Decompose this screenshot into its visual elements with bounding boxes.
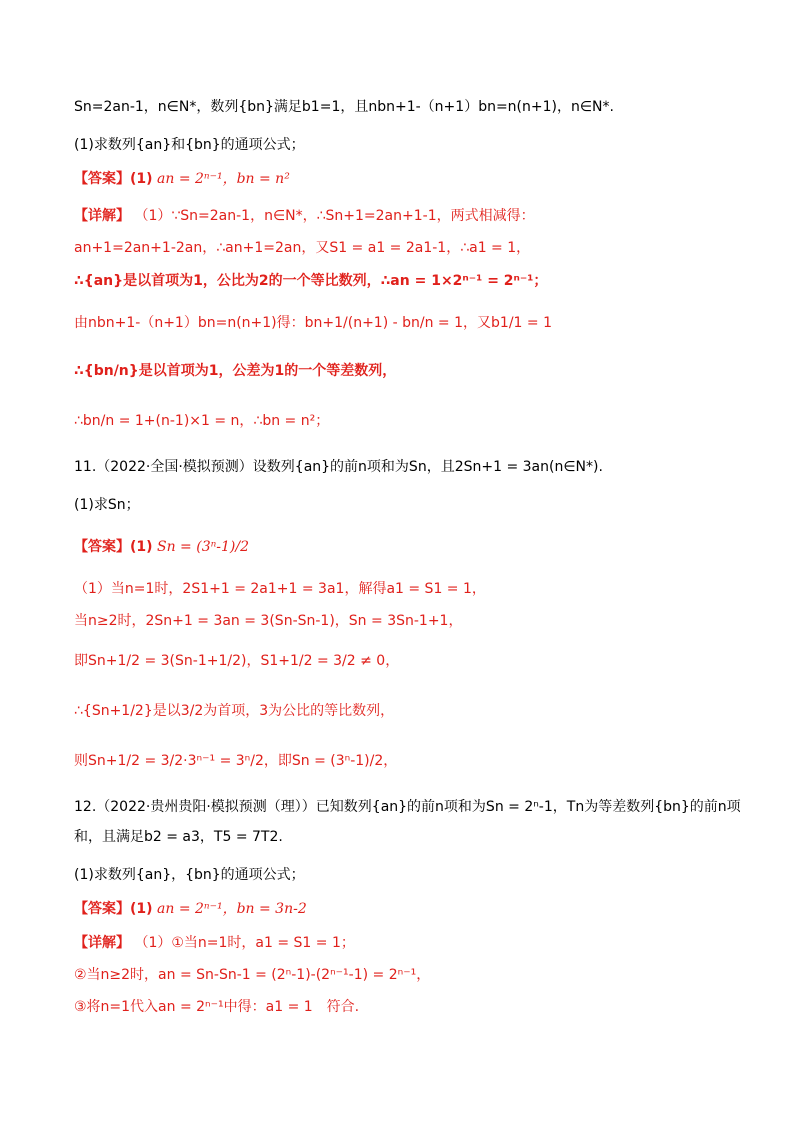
case-n1-text: （1）当n=1时，2S1+1 = 2a1+1 = 3a1，解得a1 = S1 = 1，: [74, 581, 486, 597]
answer-line: [74, 168, 290, 188]
detail-line: [74, 205, 535, 225]
transform-line: [74, 650, 399, 670]
problem-condition-text: Sn=2an-1，n∈N*，数列{bn}满足b1=1，且nbn+1-（n+1）bn=n(n+1)，n∈N*.: [74, 99, 614, 115]
case-n2-text: 当n≥2时，2Sn+1 = 3an = 3(Sn-Sn-1)，Sn = 3Sn-1+1，: [74, 613, 463, 629]
question-1-text: (1)求数列{an}和{bn}的通项公式；: [74, 137, 305, 153]
answer-11-line: [74, 536, 249, 556]
bn-result-line: [74, 410, 329, 430]
problem-11-text: 11.（2022·全国·模拟预测）设数列{an}的前n项和为Sn，且2Sn+1 = 3an(n∈N*).: [74, 459, 603, 475]
sn-result-text: 则Sn+1/2 = 3/2·3ⁿ⁻¹ = 3ⁿ/2，即Sn = (3ⁿ-1)/2，: [74, 753, 398, 769]
problem-condition-line: [74, 96, 614, 116]
geometric-11-line: [74, 700, 394, 720]
question-11-1-text: (1)求Sn；: [74, 497, 140, 513]
sn-result-line: [74, 750, 397, 770]
answer-12-text: an = 2ⁿ⁻¹，bn = 3n-2: [157, 901, 307, 917]
answer-12-label: 【答案】(1): [74, 901, 153, 917]
substitute-line: [74, 996, 359, 1016]
question-1-line: [74, 134, 305, 154]
question-11-1-line: [74, 494, 140, 514]
geometric-11-text: ∴{Sn+1/2}是以3/2为首项，3为公比的等比数列，: [74, 703, 395, 719]
detail-12-line: [74, 932, 355, 952]
case-n2-line: [74, 610, 462, 630]
case-12-n2-text: ②当n≥2时，an = Sn-Sn-1 = (2ⁿ-1)-(2ⁿ⁻¹-1) = 2ⁿ⁻¹，: [74, 967, 431, 983]
detail-12-text: （1）①当n=1时，a1 = S1 = 1；: [134, 935, 355, 951]
derivation-text: an+1=2an+1-2an，∴an+1=2an，又S1 = a1 = 2a1-1，∴a1 = 1，: [74, 240, 531, 256]
answer-label: 【答案】(1): [74, 171, 153, 187]
problem-12-text: 12.（2022·贵州贵阳·模拟预测（理））已知数列{an}的前n项和为Sn = 2ⁿ-1，Tn为等差数列{bn}的前n项: [74, 799, 741, 815]
question-12-1-line: [74, 864, 305, 884]
derivation-line: [74, 237, 530, 257]
problem-12-line: [74, 796, 741, 816]
answer-11-text: Sn = (3ⁿ-1)/2: [157, 539, 250, 555]
problem-12-cont-text: 和，且满足b2 = a3，T5 = 7T2.: [74, 829, 283, 845]
geometric-sequence-line: [74, 270, 547, 290]
case-12-n2-line: [74, 964, 430, 984]
bn-result-text: ∴bn/n = 1+(n-1)×1 = n，∴bn = n²；: [74, 413, 330, 429]
arithmetic-sequence-line: [74, 360, 396, 380]
arithmetic-sequence-text: ∴{bn/n}是以首项为1，公差为1的一个等差数列，: [74, 363, 397, 379]
detail-text: （1）∵Sn=2an-1，n∈N*，∴Sn+1=2an+1-1，两式相减得：: [134, 208, 535, 224]
substitute-text: ③将n=1代入an = 2ⁿ⁻¹中得：a1 = 1 符合.: [74, 999, 360, 1015]
problem-11-line: [74, 456, 603, 476]
bn-relation-text: 由nbn+1-（n+1）bn=n(n+1)得：bn+1/(n+1) - bn/n = 1，又b1/1 = 1: [74, 315, 552, 331]
detail-12-label: 【详解】: [74, 935, 130, 951]
question-12-1-text: (1)求数列{an}，{bn}的通项公式；: [74, 867, 305, 883]
geometric-sequence-text: ∴{an}是以首项为1，公比为2的一个等比数列，∴an = 1×2ⁿ⁻¹ = 2ⁿ⁻¹；: [74, 273, 548, 289]
detail-label: 【详解】: [74, 208, 130, 224]
problem-12-cont-line: [74, 826, 283, 846]
transform-text: 即Sn+1/2 = 3(Sn-1+1/2)，S1+1/2 = 3/2 ≠ 0，: [74, 653, 400, 669]
answer-text: an = 2ⁿ⁻¹，bn = n²: [157, 171, 290, 187]
answer-11-label: 【答案】(1): [74, 539, 153, 555]
bn-relation-line: [74, 312, 552, 332]
answer-12-line: [74, 898, 307, 918]
case-n1-line: [74, 578, 486, 598]
